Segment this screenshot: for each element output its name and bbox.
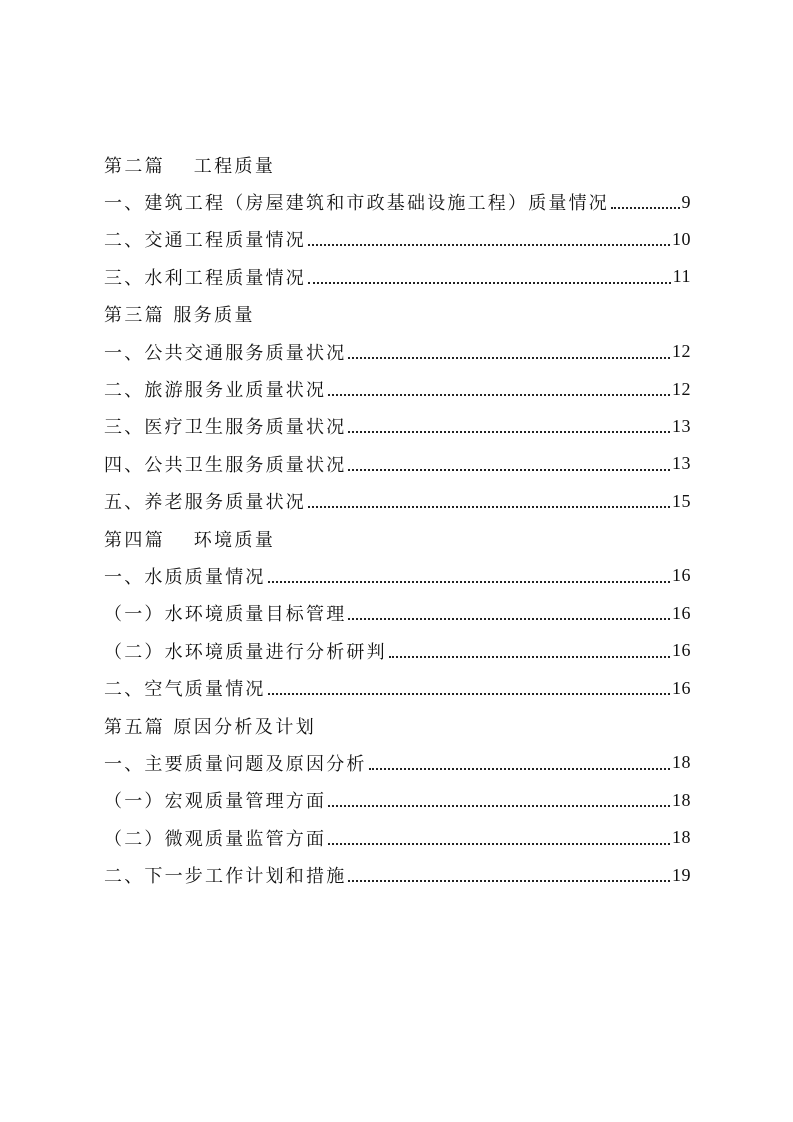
page-number: 12	[672, 378, 691, 399]
dot-leader	[328, 805, 670, 807]
toc-entry[interactable]	[104, 333, 691, 370]
toc-entry[interactable]	[104, 669, 691, 706]
toc-entry[interactable]	[104, 595, 691, 632]
dot-leader	[348, 880, 670, 882]
dot-leader	[308, 244, 670, 246]
dot-leader	[369, 768, 670, 770]
heading-title: 第二篇 工程质量	[104, 155, 276, 177]
toc-entry[interactable]	[104, 856, 691, 893]
dot-leader	[611, 207, 680, 209]
page-number: 18	[672, 827, 691, 848]
toc-entry[interactable]	[104, 258, 691, 295]
page-number: 15	[672, 490, 691, 511]
page-number: 12	[672, 341, 691, 362]
entry-title: （二）微观质量监管方面	[104, 828, 327, 850]
heading-title: 第四篇 环境质量	[104, 529, 276, 551]
page-number: 19	[672, 864, 691, 885]
toc-entry[interactable]	[104, 557, 691, 594]
entry-title: 一、水质质量情况	[104, 566, 266, 588]
dot-leader	[268, 581, 670, 583]
dot-leader	[328, 843, 670, 845]
toc-heading-part-5	[104, 707, 691, 744]
toc-entry[interactable]	[104, 782, 691, 819]
dot-leader	[348, 618, 670, 620]
entry-title: 三、水利工程质量情况	[104, 267, 306, 289]
page-number: 13	[672, 453, 691, 474]
toc-heading-part-4	[104, 520, 691, 557]
toc-entry[interactable]	[104, 221, 691, 258]
entry-title: 二、下一步工作计划和措施	[104, 866, 347, 888]
dot-leader	[348, 431, 670, 433]
page-number: 10	[672, 228, 691, 249]
dot-leader	[308, 282, 671, 284]
dot-leader	[328, 394, 670, 396]
toc-entry[interactable]	[104, 445, 691, 482]
entry-title: 一、建筑工程（房屋建筑和市政基础设施工程）质量情况	[104, 193, 609, 215]
heading-title: 第三篇 服务质量	[104, 305, 255, 327]
toc-entry[interactable]	[104, 483, 691, 520]
page-number: 13	[672, 415, 691, 436]
entry-title: （一）水环境质量目标管理	[104, 604, 347, 626]
page-number: 16	[672, 602, 691, 623]
dot-leader	[348, 357, 670, 359]
toc-entry[interactable]	[104, 370, 691, 407]
toc-entry[interactable]	[104, 408, 691, 445]
toc-heading-part-3	[104, 296, 691, 333]
table-of-contents	[104, 146, 691, 894]
entry-title: 三、医疗卫生服务质量状况	[104, 417, 347, 439]
entry-title: 二、交通工程质量情况	[104, 230, 306, 252]
entry-title: 四、公共卫生服务质量状况	[104, 454, 347, 476]
page-number: 18	[672, 752, 691, 773]
entry-title: 二、空气质量情况	[104, 679, 266, 701]
toc-entry[interactable]	[104, 744, 691, 781]
entry-title: 二、旅游服务业质量状况	[104, 380, 327, 402]
page-number: 9	[681, 191, 691, 212]
toc-entry[interactable]	[104, 632, 691, 669]
page-number: 16	[672, 640, 691, 661]
toc-entry[interactable]	[104, 183, 691, 220]
page-number: 16	[672, 677, 691, 698]
dot-leader	[268, 693, 670, 695]
toc-heading-part-2	[104, 146, 691, 183]
page-number: 18	[672, 789, 691, 810]
heading-title: 第五篇 原因分析及计划	[104, 716, 317, 738]
page-number: 11	[672, 266, 691, 287]
dot-leader	[389, 656, 670, 658]
toc-entry[interactable]	[104, 819, 691, 856]
entry-title: 一、主要质量问题及原因分析	[104, 753, 367, 775]
page-number: 16	[672, 565, 691, 586]
entry-title: （二）水环境质量进行分析研判	[104, 641, 387, 663]
dot-leader	[308, 506, 670, 508]
entry-title: （一）宏观质量管理方面	[104, 791, 327, 813]
dot-leader	[348, 469, 670, 471]
entry-title: 五、养老服务质量状况	[104, 492, 306, 514]
entry-title: 一、公共交通服务质量状况	[104, 342, 347, 364]
